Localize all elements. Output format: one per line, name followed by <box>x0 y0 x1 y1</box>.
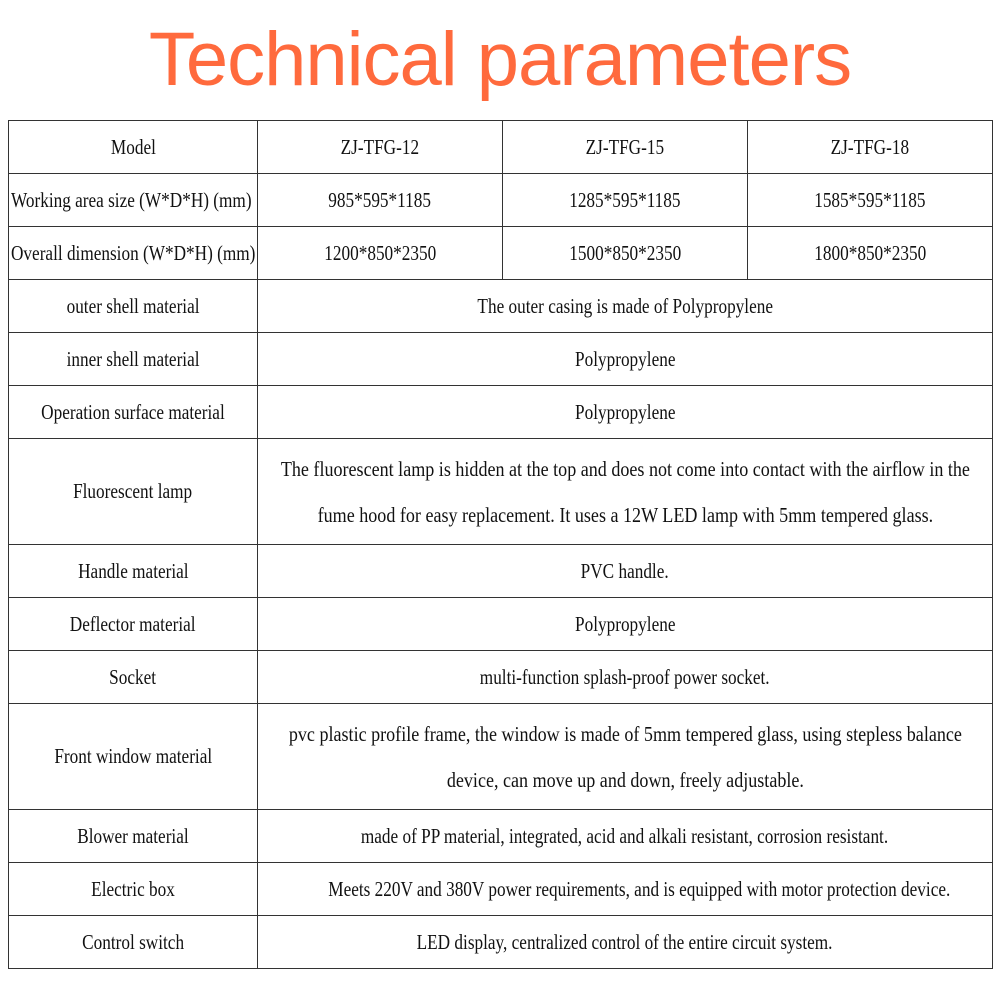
table-row-working-area <box>9 174 993 227</box>
table-cell: Polypropylene <box>258 333 993 386</box>
table-cell: 1285*595*1185 <box>503 174 748 227</box>
table-row-deflector <box>9 598 993 651</box>
table-row-inner-shell <box>9 333 993 386</box>
table-cell: 1585*595*1185 <box>748 174 993 227</box>
row-label: Blower material <box>9 810 258 863</box>
row-label: Deflector material <box>9 598 258 651</box>
row-label: Handle material <box>9 545 258 598</box>
row-label: Front window material <box>9 704 258 810</box>
table-cell: LED display, centralized control of the entire circuit system. <box>258 916 993 969</box>
row-label: Overall dimension (W*D*H) (mm) <box>9 227 258 280</box>
table-row-handle <box>9 545 993 598</box>
table-row-fluorescent-lamp <box>9 439 993 545</box>
table-cell: pvc plastic profile frame, the window is made of 5mm tempered glass, using stepless balance device, can move up and down, freely adjustable. <box>258 704 993 810</box>
model-cell: ZJ-TFG-12 <box>258 121 503 174</box>
table-cell: multi-function splash-proof power socket. <box>258 651 993 704</box>
parameters-table <box>8 120 993 969</box>
table-cell: Meets 220V and 380V power requirements, and is equipped with motor protection device. <box>258 863 993 916</box>
row-label: Working area size (W*D*H) (mm) <box>9 174 258 227</box>
table-cell: Polypropylene <box>258 598 993 651</box>
row-label: outer shell material <box>9 280 258 333</box>
model-cell: ZJ-TFG-15 <box>503 121 748 174</box>
table-cell: Polypropylene <box>258 386 993 439</box>
table-cell: PVC handle. <box>258 545 993 598</box>
table-cell: 985*595*1185 <box>258 174 503 227</box>
table-cell: 1800*850*2350 <box>748 227 993 280</box>
table-row-model <box>9 121 993 174</box>
page-title: Technical parameters <box>148 17 852 102</box>
table-row-socket <box>9 651 993 704</box>
table-row-control-switch <box>9 916 993 969</box>
table-cell: 1500*850*2350 <box>503 227 748 280</box>
table-row-blower <box>9 810 993 863</box>
table-cell: The outer casing is made of Polypropylene <box>258 280 993 333</box>
row-label: Operation surface material <box>9 386 258 439</box>
row-label: Socket <box>9 651 258 704</box>
table-row-electric-box <box>9 863 993 916</box>
row-label: Model <box>9 121 258 174</box>
table-cell: made of PP material, integrated, acid and alkali resistant, corrosion resistant. <box>258 810 993 863</box>
row-label: Fluorescent lamp <box>9 439 258 545</box>
table-row-overall-dimension <box>9 227 993 280</box>
table-cell: 1200*850*2350 <box>258 227 503 280</box>
row-label: Electric box <box>9 863 258 916</box>
table-row-outer-shell <box>9 280 993 333</box>
table-row-front-window <box>9 704 993 810</box>
model-cell: ZJ-TFG-18 <box>748 121 993 174</box>
table-cell: The fluorescent lamp is hidden at the top and does not come into contact with the airflow in the fume hood for easy replacement. It uses a 12W LED lamp with 5mm tempered glass. <box>258 439 993 545</box>
row-label: Control switch <box>9 916 258 969</box>
row-label: inner shell material <box>9 333 258 386</box>
table-row-operation-surface <box>9 386 993 439</box>
